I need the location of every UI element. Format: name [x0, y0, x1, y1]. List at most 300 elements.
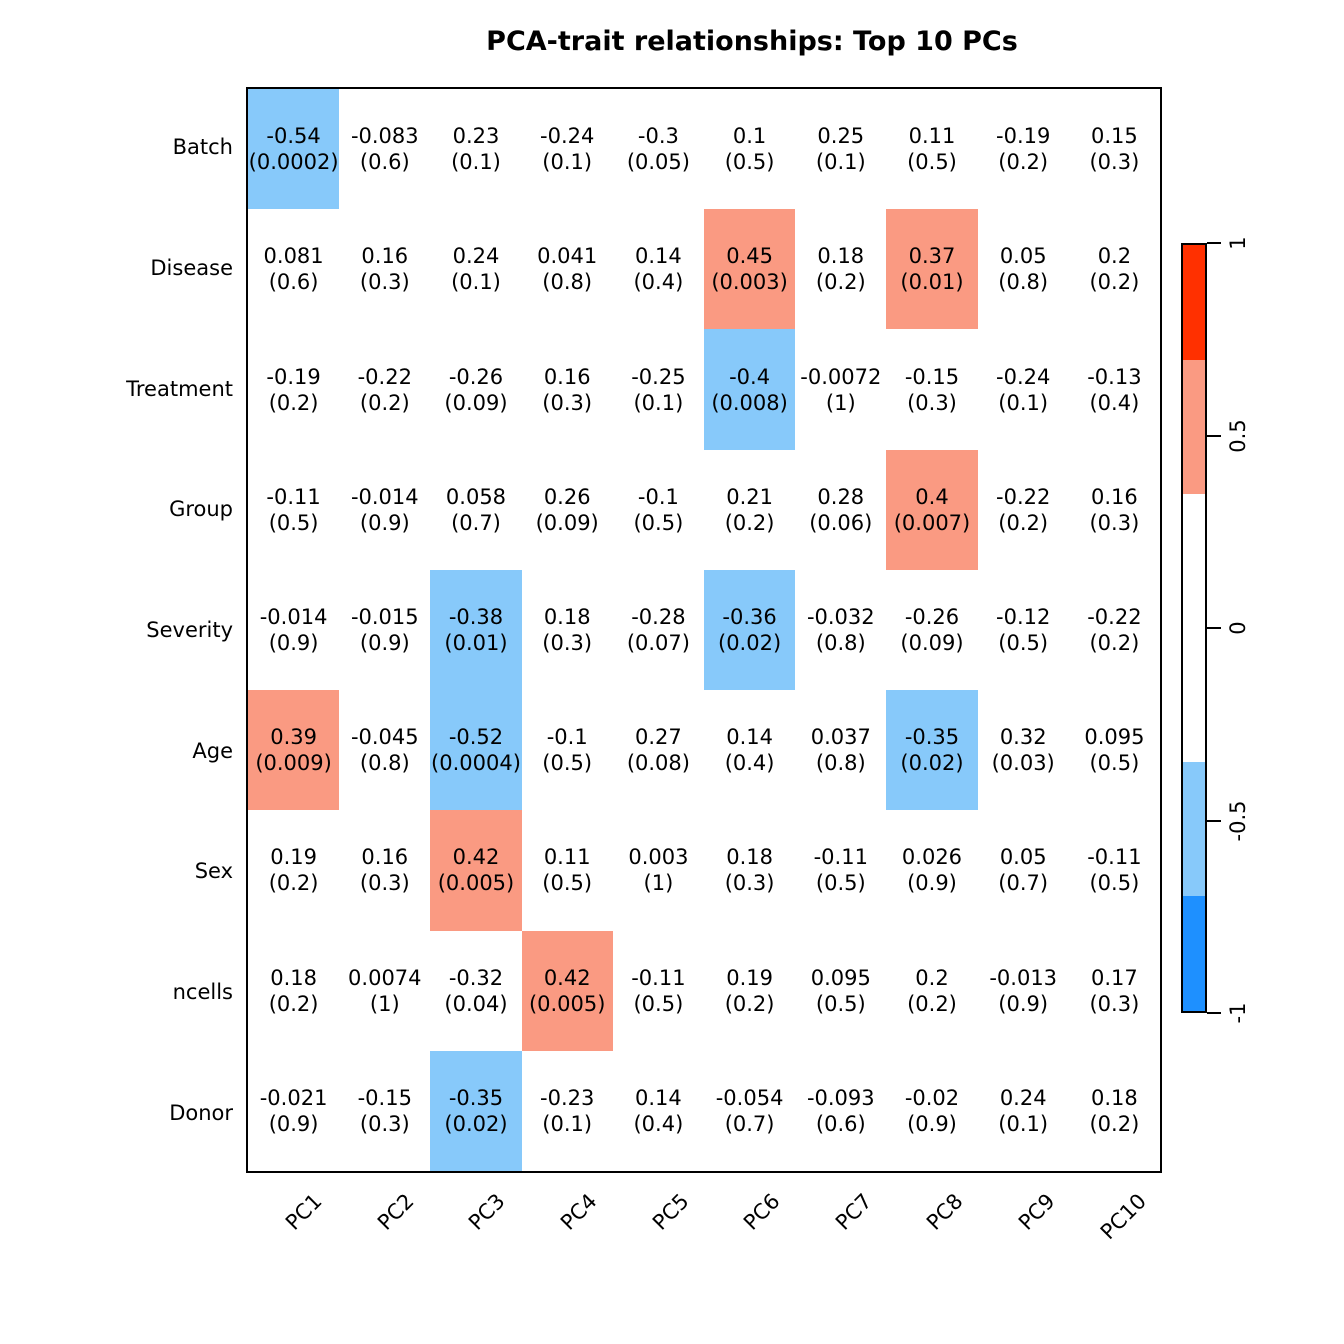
- cell-pvalue: (0.2): [268, 991, 319, 1016]
- heatmap-cell: [248, 570, 339, 690]
- cell-correlation-value: -0.054: [715, 1085, 784, 1110]
- heatmap-cell: [339, 1051, 430, 1171]
- heatmap-cell: [522, 209, 613, 329]
- cell-pvalue: (0.05): [626, 150, 690, 175]
- cell-pvalue: (0.7): [451, 510, 501, 535]
- cell-pvalue: (0.02): [900, 751, 964, 776]
- cell-correlation-value: 0.2: [915, 965, 949, 990]
- cell-pvalue: (0.02): [718, 630, 782, 655]
- heatmap-cell: [430, 1051, 521, 1171]
- heatmap-cell: [704, 1051, 795, 1171]
- heatmap-plot-area: [246, 87, 1162, 1173]
- cell-correlation-value: 0.11: [908, 124, 956, 149]
- cell-correlation-value: -0.38: [448, 604, 504, 629]
- cell-pvalue: (0.3): [359, 871, 410, 896]
- cell-pvalue: (0.3): [542, 630, 593, 655]
- heatmap-cell: [704, 570, 795, 690]
- cell-correlation-value: 0.32: [999, 725, 1047, 750]
- cell-pvalue: (0.2): [268, 871, 319, 896]
- cell-pvalue: (0.03): [991, 751, 1055, 776]
- cell-correlation-value: 0.15: [1091, 124, 1138, 149]
- heatmap-cell: [613, 1051, 704, 1171]
- cell-pvalue: (0.1): [542, 1111, 593, 1136]
- cell-correlation-value: -0.36: [722, 604, 777, 629]
- cell-pvalue: (0.2): [724, 991, 775, 1016]
- colorbar-tick-label: 0: [1226, 621, 1250, 635]
- cell-pvalue: (0.009): [255, 751, 332, 776]
- heatmap-cell: [978, 810, 1069, 930]
- heatmap-cell: [430, 89, 521, 209]
- cell-correlation-value: 0.37: [908, 244, 956, 269]
- cell-correlation-value: 0.24: [452, 244, 500, 269]
- cell-pvalue: (0.6): [359, 150, 410, 175]
- cell-pvalue: (0.2): [724, 510, 775, 535]
- cell-correlation-value: 0.16: [543, 364, 591, 389]
- heatmap-cell: [795, 1051, 886, 1171]
- col-label-pc9: PC9: [1013, 1189, 1060, 1235]
- cell-correlation-value: -0.24: [996, 364, 1051, 389]
- cell-correlation-value: 0.026: [901, 845, 963, 870]
- cell-correlation-value: 0.21: [726, 484, 773, 509]
- cell-correlation-value: 0.037: [810, 725, 871, 750]
- cell-correlation-value: -0.014: [350, 484, 419, 509]
- cell-correlation-value: -0.11: [266, 484, 321, 509]
- heatmap-cell: [886, 89, 977, 209]
- heatmap-cell: [704, 450, 795, 570]
- cell-pvalue: (0.09): [444, 390, 508, 415]
- heatmap-cell: [248, 1051, 339, 1171]
- cell-correlation-value: -0.083: [350, 124, 419, 149]
- heatmap-cell: [522, 1051, 613, 1171]
- cell-pvalue: (0.3): [359, 1111, 410, 1136]
- cell-pvalue: (0.9): [907, 1111, 957, 1136]
- cell-correlation-value: 0.18: [726, 845, 773, 870]
- cell-pvalue: (0.0002): [248, 150, 339, 175]
- cell-correlation-value: 0.24: [999, 1085, 1047, 1110]
- cell-correlation-value: 0.25: [817, 124, 865, 149]
- heatmap-cell: [522, 329, 613, 449]
- cell-correlation-value: -0.22: [1087, 604, 1142, 629]
- cell-correlation-value: 0.1: [732, 124, 767, 149]
- heatmap-cell: [613, 810, 704, 930]
- heatmap-cell: [704, 89, 795, 209]
- heatmap-cell: [978, 690, 1069, 810]
- cell-correlation-value: 0.18: [1091, 1085, 1138, 1110]
- cell-pvalue: (0.3): [724, 871, 775, 896]
- heatmap-cell: [522, 450, 613, 570]
- cell-correlation-value: -0.0072: [800, 364, 882, 389]
- cell-correlation-value: 0.42: [543, 965, 591, 990]
- heatmap-cell: [339, 209, 430, 329]
- colorbar-tick: [1207, 435, 1221, 437]
- heatmap-cell: [613, 931, 704, 1051]
- col-label-pc3: PC3: [464, 1189, 510, 1235]
- cell-pvalue: (0.1): [998, 390, 1049, 415]
- heatmap-cell: [795, 450, 886, 570]
- colorbar-tick: [1207, 1012, 1221, 1014]
- heatmap-cell: [248, 450, 339, 570]
- cell-pvalue: (0.2): [907, 991, 957, 1016]
- colorbar-legend: [1181, 243, 1207, 1013]
- heatmap-cell: [613, 209, 704, 329]
- cell-correlation-value: 0.003: [628, 845, 689, 870]
- x-axis-pc-labels: [246, 1173, 1162, 1303]
- heatmap-cell: [1069, 209, 1160, 329]
- cell-pvalue: (0.005): [437, 871, 515, 896]
- cell-correlation-value: 0.19: [270, 845, 317, 870]
- cell-correlation-value: -0.32: [448, 965, 504, 990]
- cell-pvalue: (1): [825, 390, 856, 415]
- heatmap-cell: [978, 570, 1069, 690]
- cell-pvalue: (0.01): [900, 270, 964, 295]
- row-label-age: Age: [192, 738, 233, 763]
- cell-pvalue: (0.2): [815, 270, 866, 295]
- cell-pvalue: (0.3): [359, 270, 410, 295]
- cell-pvalue: (0.4): [633, 270, 684, 295]
- cell-correlation-value: 0.16: [1091, 484, 1138, 509]
- y-axis-trait-labels: [0, 87, 233, 1173]
- heatmap-cell: [339, 570, 430, 690]
- heatmap-cell: [613, 329, 704, 449]
- cell-correlation-value: -0.11: [813, 845, 868, 870]
- cell-pvalue: (0.8): [998, 270, 1049, 295]
- cell-correlation-value: -0.11: [631, 965, 686, 990]
- heatmap-cell: [339, 450, 430, 570]
- heatmap-cell: [339, 810, 430, 930]
- heatmap-cell: [886, 329, 977, 449]
- cell-correlation-value: 0.11: [543, 845, 591, 870]
- cell-pvalue: (0.5): [998, 630, 1049, 655]
- cell-pvalue: (0.9): [359, 630, 410, 655]
- heatmap-cell: [430, 209, 521, 329]
- cell-correlation-value: 0.095: [1084, 725, 1145, 750]
- cell-pvalue: (0.5): [815, 871, 866, 896]
- heatmap-cell: [978, 329, 1069, 449]
- col-label-pc10: PC10: [1095, 1189, 1152, 1245]
- cell-correlation-value: 0.2: [1097, 244, 1132, 269]
- cell-pvalue: (0.1): [542, 150, 593, 175]
- heatmap-cell: [886, 1051, 977, 1171]
- cell-pvalue: (0.09): [900, 630, 964, 655]
- colorbar-band: [1183, 360, 1205, 494]
- heatmap-cell: [613, 450, 704, 570]
- cell-correlation-value: 0.16: [361, 244, 409, 269]
- cell-correlation-value: 0.42: [452, 845, 500, 870]
- cell-pvalue: (0.3): [542, 390, 593, 415]
- cell-correlation-value: -0.014: [259, 604, 328, 629]
- heatmap-cell: [248, 89, 339, 209]
- heatmap-cell: [522, 690, 613, 810]
- heatmap-cell: [795, 209, 886, 329]
- cell-pvalue: (0.5): [815, 991, 866, 1016]
- heatmap-cell: [886, 810, 977, 930]
- heatmap-cell: [704, 209, 795, 329]
- heatmap-cell: [1069, 450, 1160, 570]
- cell-pvalue: (0.008): [711, 390, 788, 415]
- row-label-ncells: ncells: [172, 980, 233, 1005]
- cell-pvalue: (0.9): [268, 1111, 319, 1136]
- cell-correlation-value: 0.041: [537, 244, 598, 269]
- heatmap-cell: [430, 329, 521, 449]
- cell-pvalue: (0.9): [907, 871, 957, 896]
- cell-pvalue: (1): [369, 991, 400, 1016]
- heatmap-cell: [430, 570, 521, 690]
- cell-pvalue: (0.01): [444, 630, 508, 655]
- cell-pvalue: (0.1): [451, 150, 501, 175]
- cell-correlation-value: -0.19: [266, 364, 321, 389]
- cell-pvalue: (0.4): [1089, 390, 1140, 415]
- heatmap-cell: [522, 89, 613, 209]
- cell-pvalue: (0.3): [907, 390, 957, 415]
- heatmap-cell: [978, 931, 1069, 1051]
- cell-pvalue: (0.5): [907, 150, 957, 175]
- cell-correlation-value: 0.14: [726, 725, 773, 750]
- cell-correlation-value: -0.52: [448, 725, 504, 750]
- heatmap-cell: [613, 690, 704, 810]
- heatmap-cell: [430, 450, 521, 570]
- heatmap-cell: [795, 810, 886, 930]
- cell-correlation-value: -0.24: [540, 124, 595, 149]
- cell-correlation-value: 0.05: [999, 244, 1047, 269]
- cell-pvalue: (1): [643, 871, 674, 896]
- col-label-pc6: PC6: [739, 1189, 785, 1235]
- heatmap-cell: [1069, 329, 1160, 449]
- cell-pvalue: (0.8): [815, 630, 866, 655]
- cell-pvalue: (0.2): [268, 390, 319, 415]
- cell-correlation-value: -0.23: [540, 1085, 595, 1110]
- cell-correlation-value: -0.22: [996, 484, 1051, 509]
- cell-correlation-value: -0.045: [350, 725, 419, 750]
- cell-correlation-value: -0.25: [631, 364, 686, 389]
- cell-correlation-value: 0.0074: [348, 965, 422, 990]
- heatmap-cell: [1069, 810, 1160, 930]
- heatmap-cell: [704, 810, 795, 930]
- cell-pvalue: (0.2): [1089, 1111, 1140, 1136]
- cell-correlation-value: -0.1: [546, 725, 588, 750]
- cell-correlation-value: 0.081: [263, 244, 324, 269]
- colorbar-band: [1183, 896, 1205, 1011]
- row-label-batch: Batch: [172, 135, 233, 160]
- colorbar-tick-label: -0.5: [1226, 800, 1250, 841]
- cell-correlation-value: -0.013: [989, 965, 1058, 990]
- cell-pvalue: (0.5): [633, 991, 684, 1016]
- cell-correlation-value: -0.15: [904, 364, 960, 389]
- cell-correlation-value: 0.14: [635, 244, 682, 269]
- cell-correlation-value: -0.015: [350, 604, 419, 629]
- cell-correlation-value: -0.15: [357, 1085, 412, 1110]
- colorbar-tick: [1207, 820, 1221, 822]
- cell-correlation-value: -0.35: [904, 725, 960, 750]
- col-label-pc5: PC5: [647, 1189, 694, 1235]
- heatmap-cell: [613, 570, 704, 690]
- cell-pvalue: (0.3): [1089, 991, 1140, 1016]
- cell-correlation-value: -0.35: [448, 1085, 504, 1110]
- heatmap-cell: [886, 690, 977, 810]
- heatmap-cell: [1069, 89, 1160, 209]
- cell-pvalue: (0.1): [633, 390, 684, 415]
- cell-correlation-value: -0.28: [631, 604, 686, 629]
- cell-pvalue: (0.2): [1089, 270, 1140, 295]
- heatmap-cell: [430, 810, 521, 930]
- cell-correlation-value: -0.26: [448, 364, 504, 389]
- cell-correlation-value: -0.02: [904, 1085, 960, 1110]
- cell-correlation-value: 0.28: [817, 484, 865, 509]
- cell-correlation-value: -0.54: [266, 124, 321, 149]
- colorbar-band: [1183, 494, 1205, 762]
- cell-correlation-value: 0.23: [452, 124, 500, 149]
- row-label-group: Group: [169, 497, 233, 522]
- heatmap-cell: [795, 570, 886, 690]
- heatmap-cell: [339, 89, 430, 209]
- heatmap-cell: [795, 89, 886, 209]
- cell-correlation-value: 0.18: [270, 965, 317, 990]
- cell-correlation-value: -0.22: [357, 364, 412, 389]
- cell-correlation-value: -0.4: [729, 364, 771, 389]
- cell-pvalue: (0.7): [998, 871, 1049, 896]
- cell-correlation-value: -0.26: [904, 604, 960, 629]
- cell-correlation-value: -0.3: [637, 124, 679, 149]
- colorbar-tick: [1207, 627, 1221, 629]
- row-label-severity: Severity: [146, 618, 233, 643]
- heatmap-cell: [522, 570, 613, 690]
- heatmap-cell: [886, 450, 977, 570]
- cell-pvalue: (0.9): [268, 630, 319, 655]
- cell-correlation-value: -0.032: [806, 604, 875, 629]
- cell-pvalue: (0.005): [528, 991, 606, 1016]
- heatmap-cell: [978, 89, 1069, 209]
- cell-correlation-value: 0.26: [543, 484, 591, 509]
- cell-pvalue: (0.5): [542, 871, 593, 896]
- heatmap-cell: [248, 329, 339, 449]
- heatmap-cell: [248, 810, 339, 930]
- cell-pvalue: (0.06): [809, 510, 873, 535]
- heatmap-cell: [1069, 570, 1160, 690]
- cell-pvalue: (0.8): [359, 751, 410, 776]
- cell-correlation-value: 0.17: [1091, 965, 1138, 990]
- cell-pvalue: (0.09): [535, 510, 599, 535]
- heatmap-cell: [339, 329, 430, 449]
- heatmap-cell: [522, 810, 613, 930]
- row-label-donor: Donor: [169, 1100, 233, 1125]
- row-label-treatment: Treatment: [126, 376, 233, 401]
- cell-correlation-value: -0.021: [259, 1085, 328, 1110]
- cell-pvalue: (0.08): [626, 751, 690, 776]
- cell-pvalue: (0.5): [542, 751, 593, 776]
- cell-pvalue: (0.4): [633, 1111, 684, 1136]
- cell-correlation-value: 0.14: [635, 1085, 682, 1110]
- cell-pvalue: (0.4): [724, 751, 775, 776]
- heatmap-cell: [1069, 1051, 1160, 1171]
- colorbar-band: [1183, 245, 1205, 360]
- cell-pvalue: (0.6): [268, 270, 319, 295]
- cell-pvalue: (0.04): [444, 991, 508, 1016]
- cell-pvalue: (0.5): [1089, 871, 1140, 896]
- col-label-pc1: PC1: [281, 1189, 327, 1235]
- cell-correlation-value: 0.39: [270, 725, 317, 750]
- heatmap-cell: [978, 450, 1069, 570]
- heatmap-cell: [522, 931, 613, 1051]
- row-label-disease: Disease: [150, 256, 233, 280]
- heatmap-cell: [613, 89, 704, 209]
- heatmap-cell: [430, 690, 521, 810]
- cell-correlation-value: 0.18: [817, 244, 865, 269]
- heatmap-cell: [339, 690, 430, 810]
- cell-correlation-value: 0.45: [726, 244, 773, 269]
- heatmap-cell: [795, 931, 886, 1051]
- heatmap-cell: [430, 931, 521, 1051]
- heatmap-cell: [248, 931, 339, 1051]
- heatmap-cell: [886, 209, 977, 329]
- cell-correlation-value: -0.12: [996, 604, 1051, 629]
- cell-pvalue: (0.5): [724, 150, 775, 175]
- row-label-sex: Sex: [194, 859, 233, 884]
- heatmap-cell: [704, 329, 795, 449]
- cell-correlation-value: -0.13: [1087, 364, 1142, 389]
- heatmap-cell: [795, 329, 886, 449]
- cell-pvalue: (0.0004): [431, 751, 521, 776]
- col-label-pc7: PC7: [830, 1189, 877, 1235]
- heatmap-cell: [886, 570, 977, 690]
- heatmap-cell: [1069, 690, 1160, 810]
- cell-pvalue: (0.5): [268, 510, 319, 535]
- colorbar-tick-label: -1: [1226, 1002, 1250, 1024]
- heatmap-cell: [1069, 931, 1160, 1051]
- cell-correlation-value: 0.05: [999, 845, 1047, 870]
- cell-pvalue: (0.2): [1089, 630, 1140, 655]
- cell-pvalue: (0.007): [893, 510, 971, 535]
- chart-title: PCA-trait relationships: Top 10 PCs: [486, 26, 1018, 57]
- heatmap-cell: [886, 931, 977, 1051]
- cell-pvalue: (0.2): [998, 150, 1049, 175]
- cell-pvalue: (0.2): [998, 510, 1049, 535]
- cell-pvalue: (0.5): [1089, 751, 1140, 776]
- heatmap-cell: [978, 1051, 1069, 1171]
- cell-pvalue: (0.003): [711, 270, 788, 295]
- heatmap-cell: [248, 209, 339, 329]
- cell-pvalue: (0.07): [626, 630, 690, 655]
- cell-correlation-value: 0.095: [810, 965, 871, 990]
- col-label-pc4: PC4: [555, 1189, 602, 1235]
- cell-pvalue: (0.5): [633, 510, 684, 535]
- cell-pvalue: (0.02): [444, 1111, 508, 1136]
- cell-pvalue: (0.9): [998, 991, 1049, 1016]
- cell-pvalue: (0.1): [998, 1111, 1049, 1136]
- heatmap-cell: [704, 690, 795, 810]
- col-label-pc2: PC2: [372, 1189, 419, 1235]
- colorbar-tick: [1207, 242, 1221, 244]
- cell-correlation-value: 0.18: [543, 604, 591, 629]
- cell-correlation-value: 0.19: [726, 965, 773, 990]
- colorbar-tick-label: 0.5: [1226, 418, 1250, 453]
- col-label-pc8: PC8: [922, 1189, 968, 1235]
- cell-pvalue: (0.1): [815, 150, 866, 175]
- cell-pvalue: (0.8): [815, 751, 866, 776]
- cell-correlation-value: 0.058: [445, 484, 507, 509]
- colorbar-tick-label: 1: [1226, 236, 1250, 250]
- cell-pvalue: (0.6): [815, 1111, 866, 1136]
- cell-pvalue: (0.8): [542, 270, 593, 295]
- cell-correlation-value: -0.093: [806, 1085, 875, 1110]
- cell-correlation-value: -0.19: [996, 124, 1051, 149]
- heatmap-cell: [339, 931, 430, 1051]
- cell-pvalue: (0.2): [359, 390, 410, 415]
- heatmap-cell: [978, 209, 1069, 329]
- heatmap-cell: [795, 690, 886, 810]
- cell-pvalue: (0.9): [359, 510, 410, 535]
- cell-correlation-value: -0.11: [1087, 845, 1142, 870]
- cell-correlation-value: 0.4: [915, 484, 949, 509]
- cell-pvalue: (0.3): [1089, 510, 1140, 535]
